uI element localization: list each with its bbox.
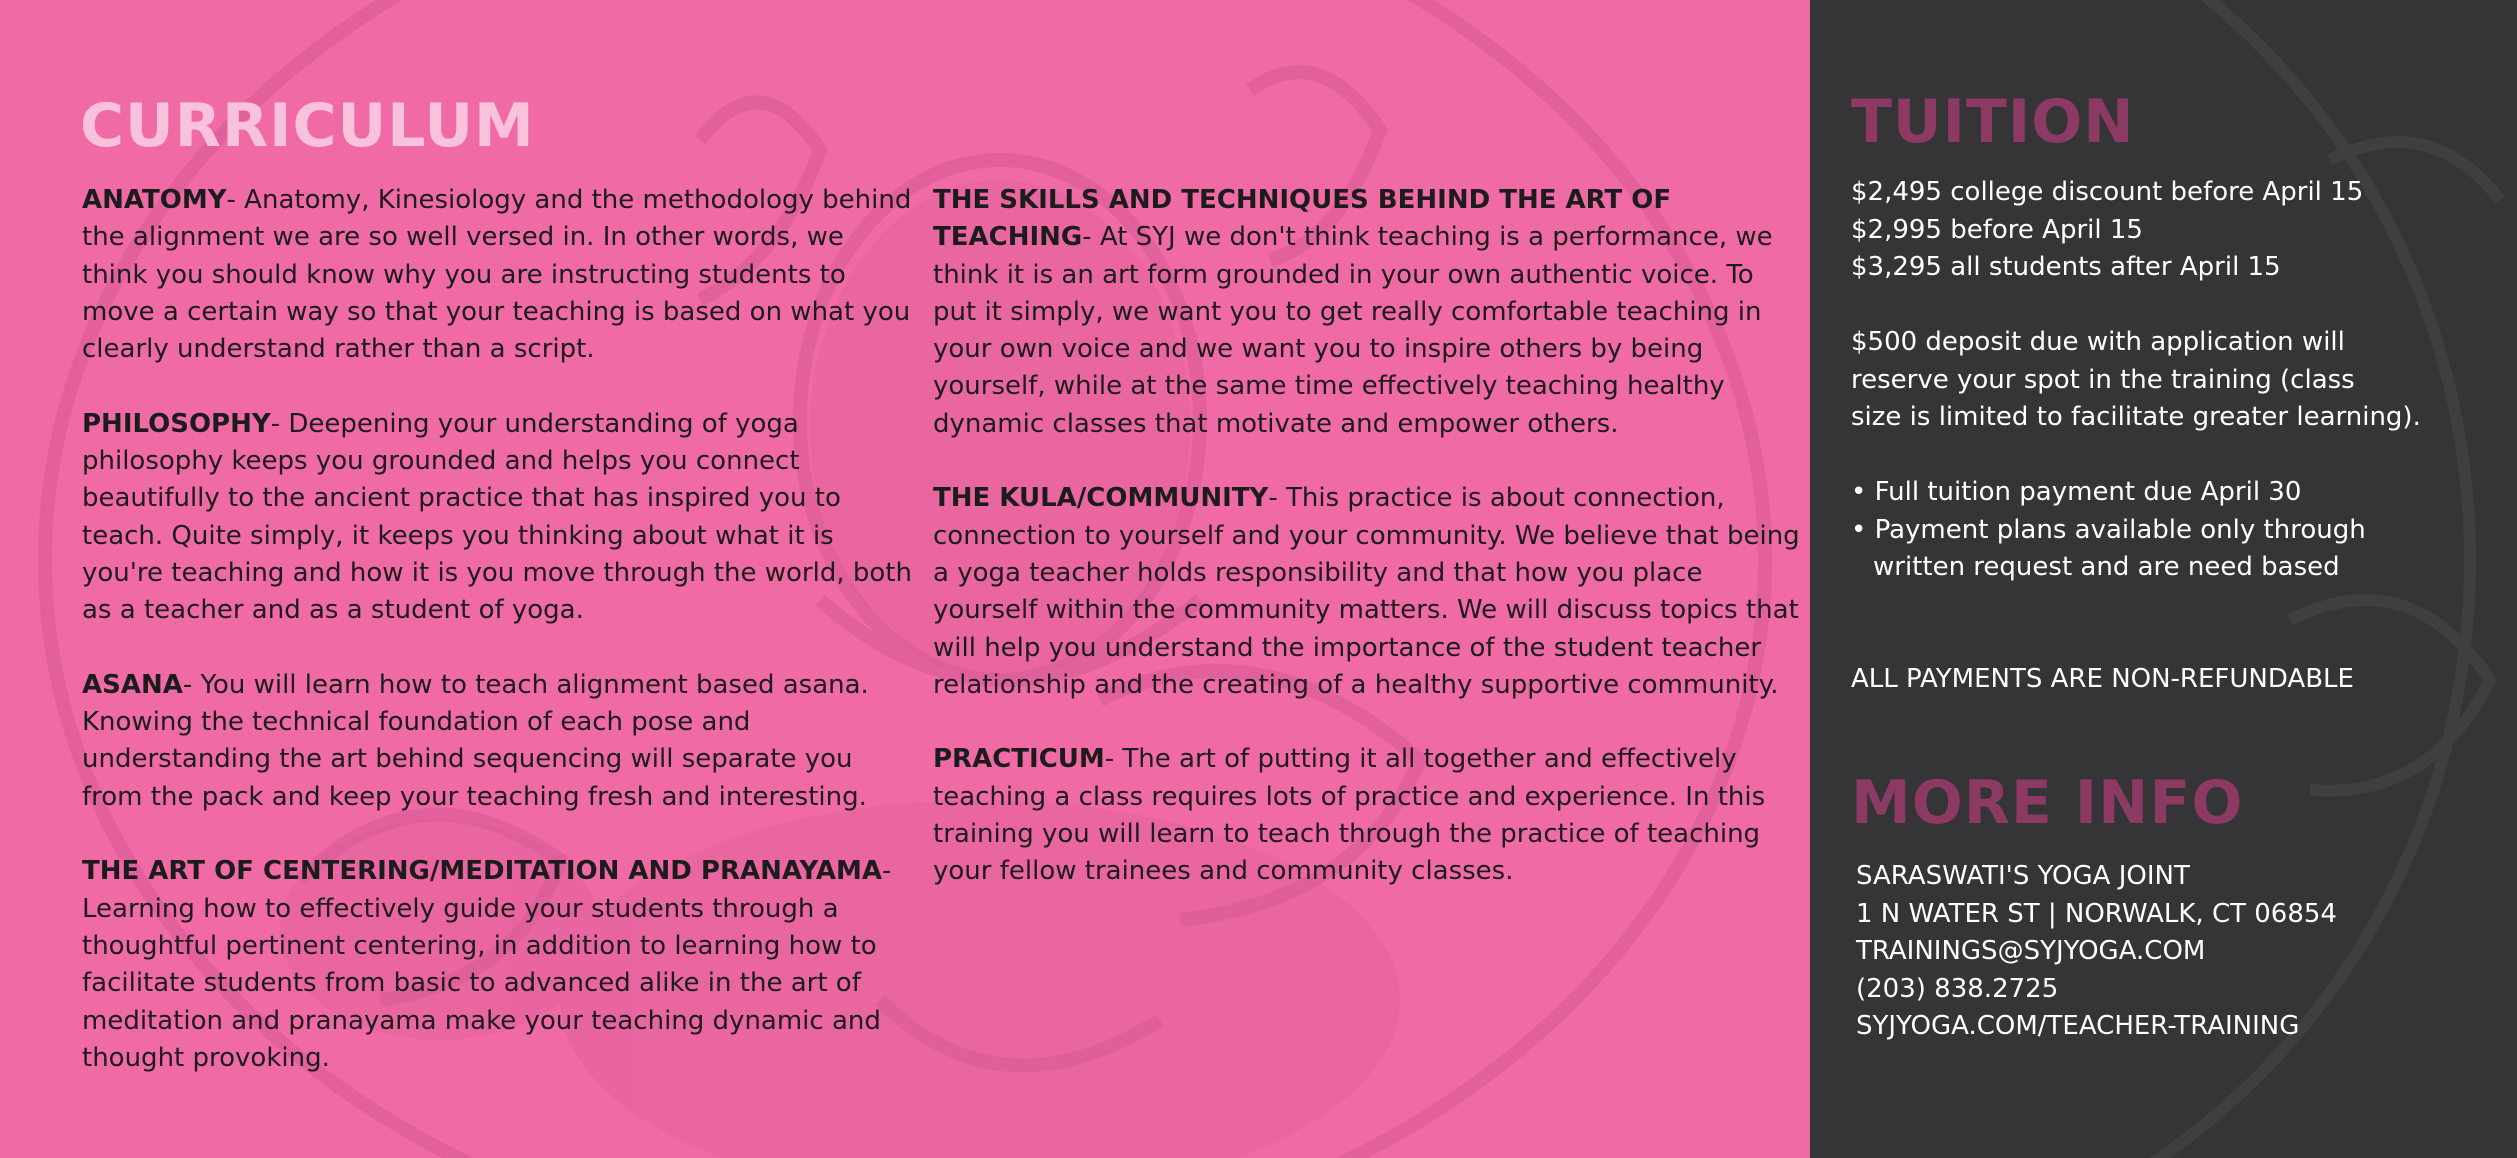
item-text: - This practice is about connection, connection to yourself and your community. We believe that being a yoga teacher holds responsibility and that how you place yourself within the community matters. We will discuss topics that will help you understand the importance of the student teacher relationship and the creating of a healthy supportive community. [933,483,1800,700]
contact-phone: (203) 838.2725 [1856,973,2059,1004]
payment-term-full: • Full tuition payment due April 30 [1851,477,2302,507]
curriculum-column-right [933,182,1803,928]
curriculum-column-left [82,182,912,1114]
deposit-note [1851,324,2421,437]
price-line: $2,995 before April 15 [1851,214,2143,245]
item-heading: PHILOSOPHY [82,408,271,439]
deposit-line: $500 deposit due with application will [1851,327,2345,357]
curriculum-item-community [933,480,1803,704]
contact-website: SYJYOGA.COM/TEACHER-TRAINING [1856,1011,2300,1041]
contact-email: TRAININGS@SYJYOGA.COM [1856,936,2206,966]
item-heading: THE ART OF CENTERING/MEDITATION AND PRANAYAMA [82,856,882,887]
curriculum-item-philosophy [82,406,912,630]
item-text: - Anatomy, Kinesiology and the methodology behind the alignment we are so well versed in. In other words, we think you should know why you are instructing students to move a certain way so that your teaching is based on what you clearly understand rather than a script. [82,185,912,365]
deposit-line: size is limited to facilitate greater learning). [1851,402,2421,432]
curriculum-item-anatomy [82,182,912,368]
item-text: - Learning how to effectively guide your students through a thoughtful pertinent centering, in addition to learning how to facilitate students from basic to advanced alike in the art of meditation and pranayama make your teaching dynamic and thought provoking. [82,856,892,1073]
curriculum-item-asana [82,667,912,816]
contact-info [1856,858,2337,1046]
item-text: - You will learn how to teach alignment based asana. Knowing the technical foundation of each pose and understanding the art behind sequencing will separate you from the pack and keep your teaching fresh and interesting. [82,669,869,812]
item-text: - Deepening your understanding of yoga philosophy keeps you grounded and helps you connect beautifully to the ancient practice that has inspired you to teach. Quite simply, it keeps you thinking about what it is you're teaching and how it is you move through the world, both as a teacher and as a student of yoga. [82,408,912,626]
payment-term-plans-cont: written request and are need based [1873,552,2340,582]
deposit-line: reserve your spot in the training (class [1851,364,2355,395]
refund-policy: ALL PAYMENTS ARE NON-REFUNDABLE [1851,664,2354,694]
price-line: $2,495 college discount before April 15 [1851,177,2364,207]
tuition-prices [1851,174,2363,287]
more-info-title: MORE INFO [1851,768,2244,838]
item-heading: PRACTICUM [933,744,1105,775]
curriculum-title: CURRICULUM [80,91,535,161]
studio-address: 1 N WATER ST | NORWALK, CT 06854 [1856,898,2337,929]
tuition-title: TUITION [1851,87,2135,157]
item-heading: THE SKILLS AND TECHNIQUES BEHIND THE ART OF TEACHING [933,185,1672,253]
payment-terms [1851,474,2366,587]
item-text: - At SYJ we don't think teaching is a performance, we think it is an art form grounded in your own authentic voice. To put it simply, we want you to get really comfortable teaching in your own voice and we want you to inspire others by being yourself, while at the same time effectively teaching healthy dynamic classes that motivate and empower others. [933,222,1773,439]
curriculum-item-practicum [933,741,1803,890]
curriculum-item-teaching [933,182,1803,443]
price-line: $3,295 all students after April 15 [1851,252,2281,282]
item-heading: ANATOMY [82,185,227,215]
item-heading: THE KULA/COMMUNITY [933,483,1269,514]
item-text: - The art of putting it all together and effectively teaching a class requires lots of practice and experience. In this training you will learn to teach through the practice of teaching your fellow trainees and community classes. [933,744,1766,887]
curriculum-item-meditation [82,853,912,1077]
studio-name: SARASWATI'S YOGA JOINT [1856,861,2190,891]
payment-term-plans: • Payment plans available only through [1851,514,2366,545]
item-heading: ASANA [82,669,183,700]
